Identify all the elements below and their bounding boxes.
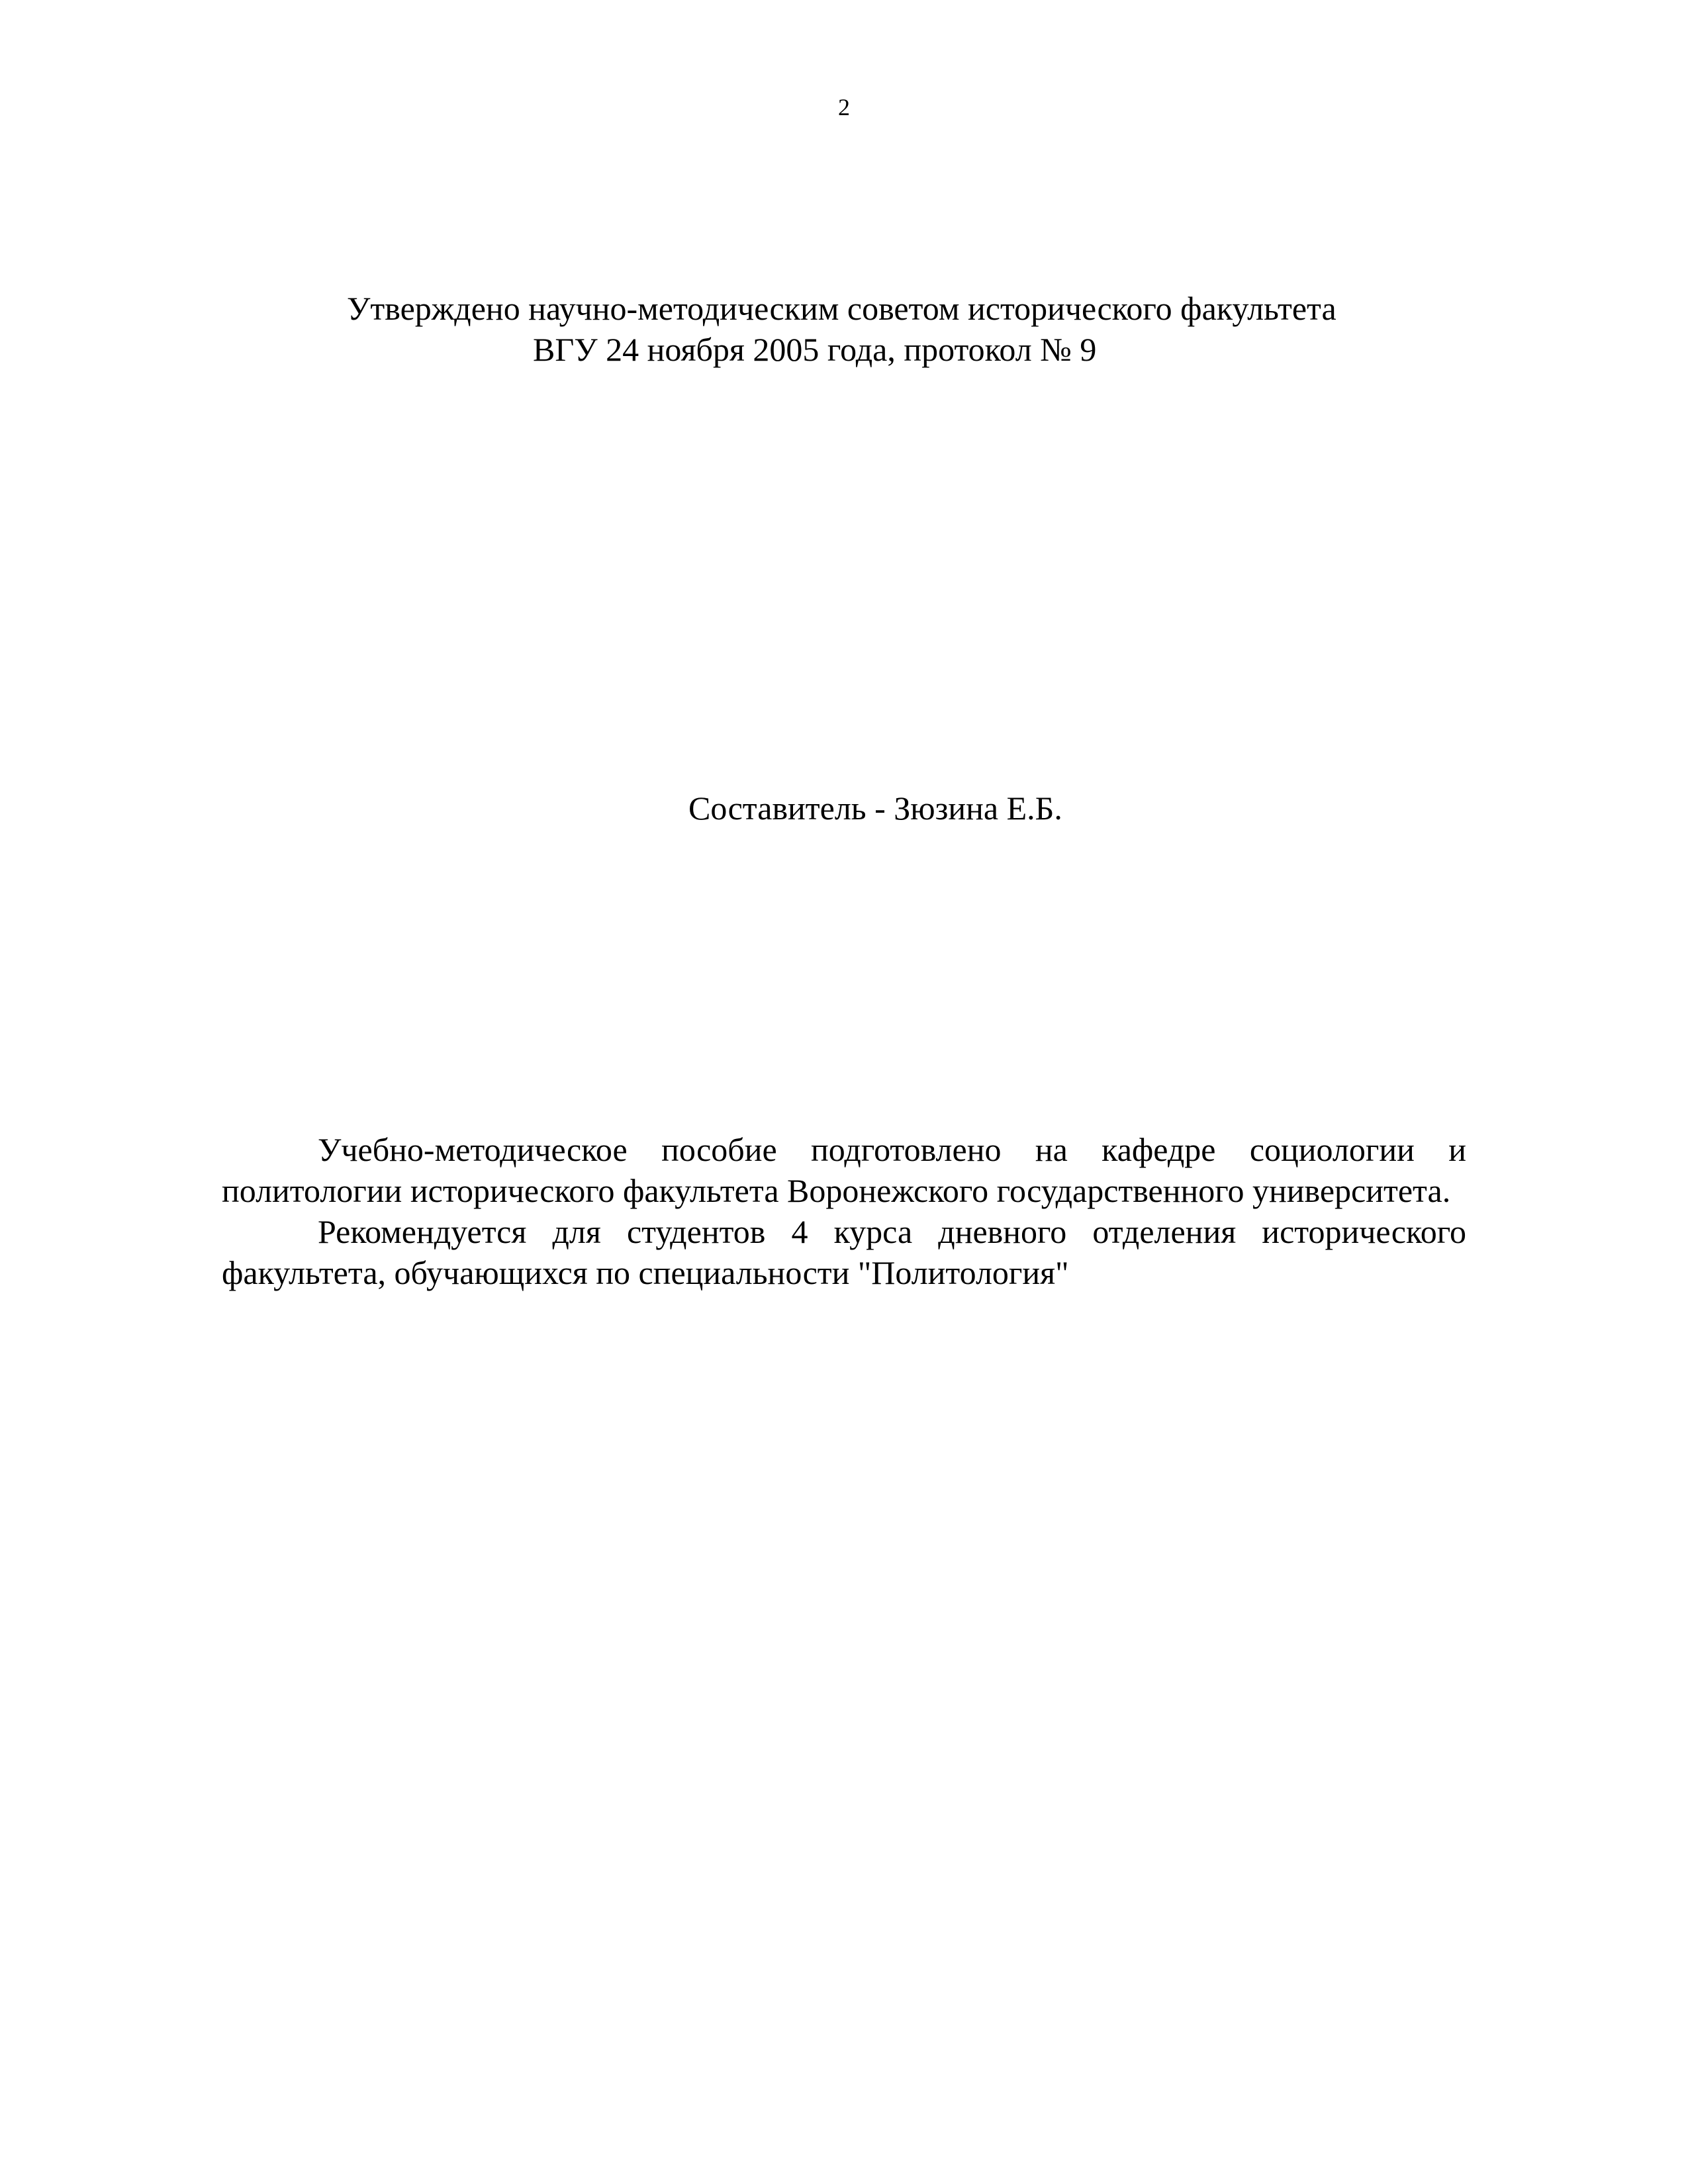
page-number: 2	[838, 94, 850, 120]
compiler-credit: Составитель - Зюзина Е.Б.	[688, 790, 1062, 827]
paragraph-department: Учебно-методическое пособие подготовлено на кафедре социологии и политологии исторического факультета Воронежского государственного университета.	[222, 1131, 1466, 1209]
approval-line-2: ВГУ 24 ноября 2005 года, протокол № 9	[533, 331, 1097, 368]
paragraph-recommendation: Рекомендуется для студентов 4 курса дневного отделения исторического факультета, обучающихся по специальности "Политология"	[222, 1213, 1466, 1291]
annotation-text	[222, 1129, 1466, 1293]
approval-line-1: Утверждено научно-методическим советом исторического факультета	[347, 290, 1336, 327]
